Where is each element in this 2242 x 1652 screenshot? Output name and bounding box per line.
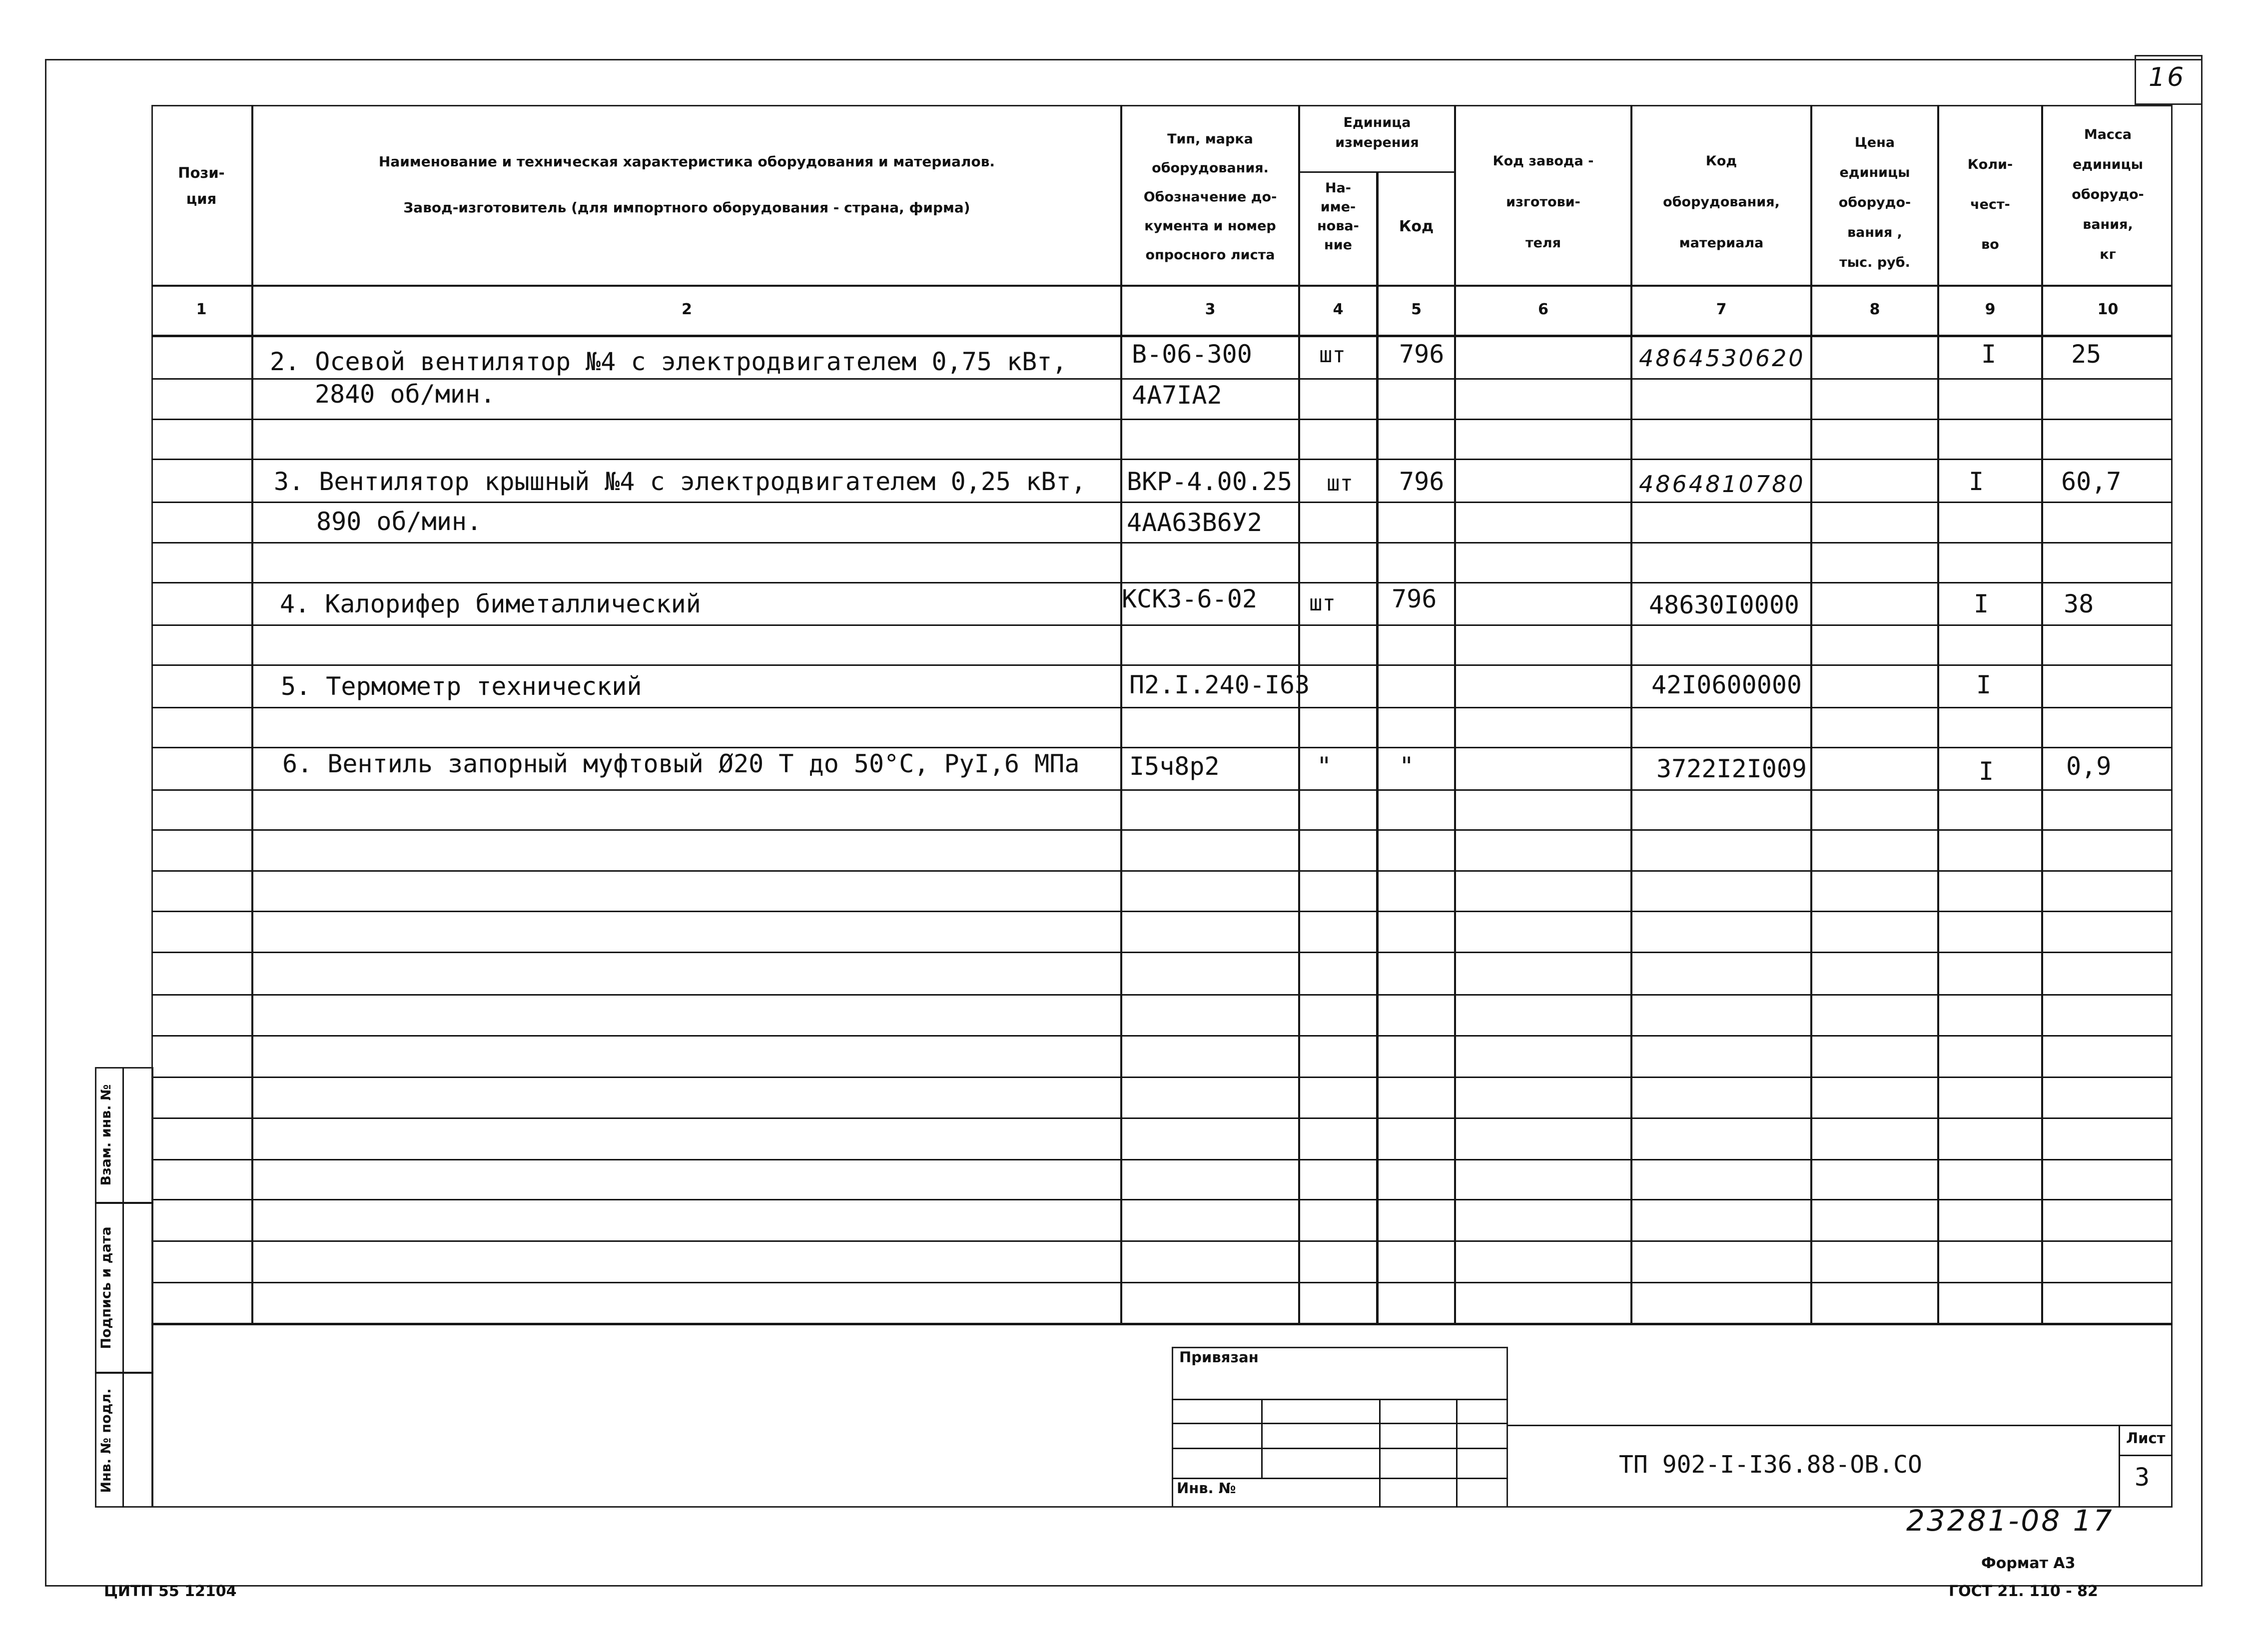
colnum-4: 4	[1333, 301, 1344, 318]
unit-split-line	[1298, 171, 1456, 173]
vline-3	[1298, 105, 1300, 1324]
side-strip-mid	[122, 1067, 124, 1508]
gost-label: ГОСТ 21. 110 - 82	[1949, 1583, 2098, 1600]
row-6-code: "	[1399, 752, 1415, 781]
header-name-line2: Завод-изготовитель (для импортного оборудования - страна, фирма)	[403, 199, 970, 216]
row-line	[151, 1159, 2173, 1160]
row-line	[151, 664, 2173, 666]
row-line	[151, 624, 2173, 626]
row-line	[151, 1035, 2173, 1037]
row-6-equip: 3722I2I009	[1656, 754, 1807, 783]
cipt-label: ЦИТП 55 12104	[104, 1583, 237, 1600]
header-type: Тип, марка оборудования. Обозначение до- кумента и номер опросного листа	[1143, 131, 1277, 263]
header-unit: Единица измерения	[1335, 115, 1419, 150]
row-2-code: 796	[1399, 340, 1445, 369]
archive-number: 23281-08 17	[1906, 1504, 2114, 1538]
stamp-list-label: Лист	[2126, 1430, 2166, 1447]
vline-7	[1810, 105, 1812, 1324]
stamp-col-2	[1379, 1399, 1381, 1508]
row-5-equip: 42I0600000	[1651, 670, 1802, 699]
list-box-left	[2119, 1425, 2120, 1508]
colnum-7: 7	[1716, 301, 1727, 318]
row-line	[151, 1240, 2173, 1242]
corner-sheet-number: 16	[2149, 62, 2186, 92]
colnum-8: 8	[1869, 301, 1880, 318]
row-3-name-cont: 890 об/мин.	[316, 507, 482, 536]
header-position: Пози- ция	[178, 164, 225, 207]
vline-8	[1937, 105, 1939, 1324]
header-unit-code: Код	[1399, 218, 1434, 235]
row-3-name: 3. Вентилятор крышный №4 с электродвигателем 0,25 кВт,	[274, 467, 1086, 496]
row-line	[151, 582, 2173, 583]
header-factory: Код завода - изготови- теля	[1493, 153, 1594, 251]
stamp-list-value: 3	[2135, 1463, 2150, 1492]
row-4-qty: I	[1974, 589, 1989, 618]
side-label-inv: Инв. № подл.	[98, 1388, 114, 1493]
row-2-name: 2. Осевой вентилятор №4 с электродвигателем 0,75 кВт,	[270, 347, 1067, 376]
row-2-type: В-06-300	[1132, 340, 1252, 369]
colnum-2: 2	[682, 301, 692, 318]
row-2-equip: 4864530620	[1639, 345, 1805, 372]
row-2-name-cont: 2840 об/мин.	[315, 380, 496, 409]
vline-5	[1454, 105, 1456, 1324]
row-line	[151, 870, 2173, 872]
header-line	[151, 285, 2173, 287]
colnum-10: 10	[2097, 301, 2119, 318]
row-4-type: КСКЗ-6-02	[1122, 584, 1257, 613]
row-line	[151, 459, 2173, 460]
table-bottom-line	[151, 1323, 2173, 1325]
row-2-qty: I	[1981, 340, 1997, 369]
row-line	[151, 994, 2173, 996]
vline-9	[2041, 105, 2043, 1324]
list-box-mid	[2119, 1455, 2173, 1456]
row-line	[151, 1077, 2173, 1078]
row-6-type: I5ч8р2	[1129, 752, 1220, 781]
row-3-qty: I	[1969, 467, 1984, 496]
side-label-vzam: Взам. инв. №	[98, 1084, 114, 1186]
row-3-mass: 60,7	[2061, 467, 2122, 496]
vline-1	[251, 105, 253, 1324]
row-4-mass: 38	[2064, 589, 2094, 618]
row-6-name: 6. Вентиль запорный муфтовый Ø20 Т до 50°С, РуI,6 МПа	[282, 749, 1080, 778]
colnum-3: 3	[1205, 301, 1216, 318]
row-4-name: 4. Калорифер биметаллический	[280, 589, 701, 618]
row-3-code: 796	[1399, 467, 1445, 496]
row-line	[151, 829, 2173, 831]
row-line	[151, 1282, 2173, 1283]
colnum-line	[151, 335, 2173, 337]
row-line	[151, 502, 2173, 503]
colnum-6: 6	[1538, 301, 1548, 318]
row-6-unit: "	[1317, 752, 1332, 781]
row-line	[151, 419, 2173, 420]
stamp-row-3	[1172, 1448, 1508, 1449]
row-3-unit: шт	[1327, 471, 1353, 496]
row-6-mass: 0,9	[2066, 752, 2112, 781]
row-line	[151, 542, 2173, 544]
colnum-5: 5	[1411, 301, 1422, 318]
stamp-col-1	[1261, 1399, 1263, 1479]
header-price: Цена единицы оборудо- вания , тыс. руб.	[1838, 135, 1911, 270]
colnum-9: 9	[1985, 301, 1996, 318]
row-2-type-cont: 4А7IА2	[1132, 381, 1222, 410]
row-line	[151, 1117, 2173, 1119]
row-4-code: 796	[1392, 584, 1437, 613]
colnum-1: 1	[196, 301, 207, 318]
vline-2	[1120, 105, 1122, 1324]
header-qty: Коли- чест- во	[1967, 157, 2013, 252]
stamp-privyazan: Привязан	[1179, 1349, 1259, 1366]
vline-6	[1630, 105, 1632, 1324]
row-line	[151, 707, 2173, 708]
row-2-mass: 25	[2071, 340, 2102, 369]
row-line	[151, 789, 2173, 791]
row-5-type: П2.I.240-I63	[1129, 670, 1310, 699]
row-3-equip: 4864810780	[1639, 471, 1805, 498]
row-4-unit: шт	[1309, 590, 1336, 616]
designation-top-line	[1508, 1425, 2173, 1426]
stamp-inv-no: Инв. №	[1177, 1480, 1236, 1497]
row-line	[151, 911, 2173, 912]
stamp-row-1	[1172, 1399, 1508, 1400]
row-2-unit: шт	[1319, 342, 1346, 368]
row-6-qty: I	[1979, 757, 1994, 786]
row-3-type: ВКР-4.00.25	[1127, 467, 1293, 496]
row-line	[151, 747, 2173, 748]
side-label-podpis: Подпись и дата	[98, 1226, 114, 1349]
stamp-col-3	[1456, 1399, 1458, 1508]
row-4-equip: 48630I0000	[1649, 590, 1800, 619]
row-5-qty: I	[1976, 670, 1992, 699]
stamp-row-2	[1172, 1423, 1508, 1424]
header-unit-name: На- име- нова- ние	[1317, 180, 1359, 253]
stamp-row-4	[1172, 1478, 1508, 1479]
header-equip-code: Код оборудования, материала	[1663, 153, 1780, 251]
row-5-name: 5. Термометр технический	[281, 672, 642, 701]
format-label: Формат А3	[1981, 1555, 2076, 1572]
stamp-designation: ТП 902-I-I36.88-ОВ.СО	[1619, 1451, 1922, 1479]
header-name-line1: Наименование и техническая характеристика оборудования и материалов.	[378, 153, 995, 170]
row-3-type-cont: 4АА63В6У2	[1127, 508, 1262, 537]
header-mass: Масса единицы оборудо- вания, кг	[2072, 127, 2144, 262]
row-line	[151, 952, 2173, 953]
row-line	[151, 1199, 2173, 1200]
